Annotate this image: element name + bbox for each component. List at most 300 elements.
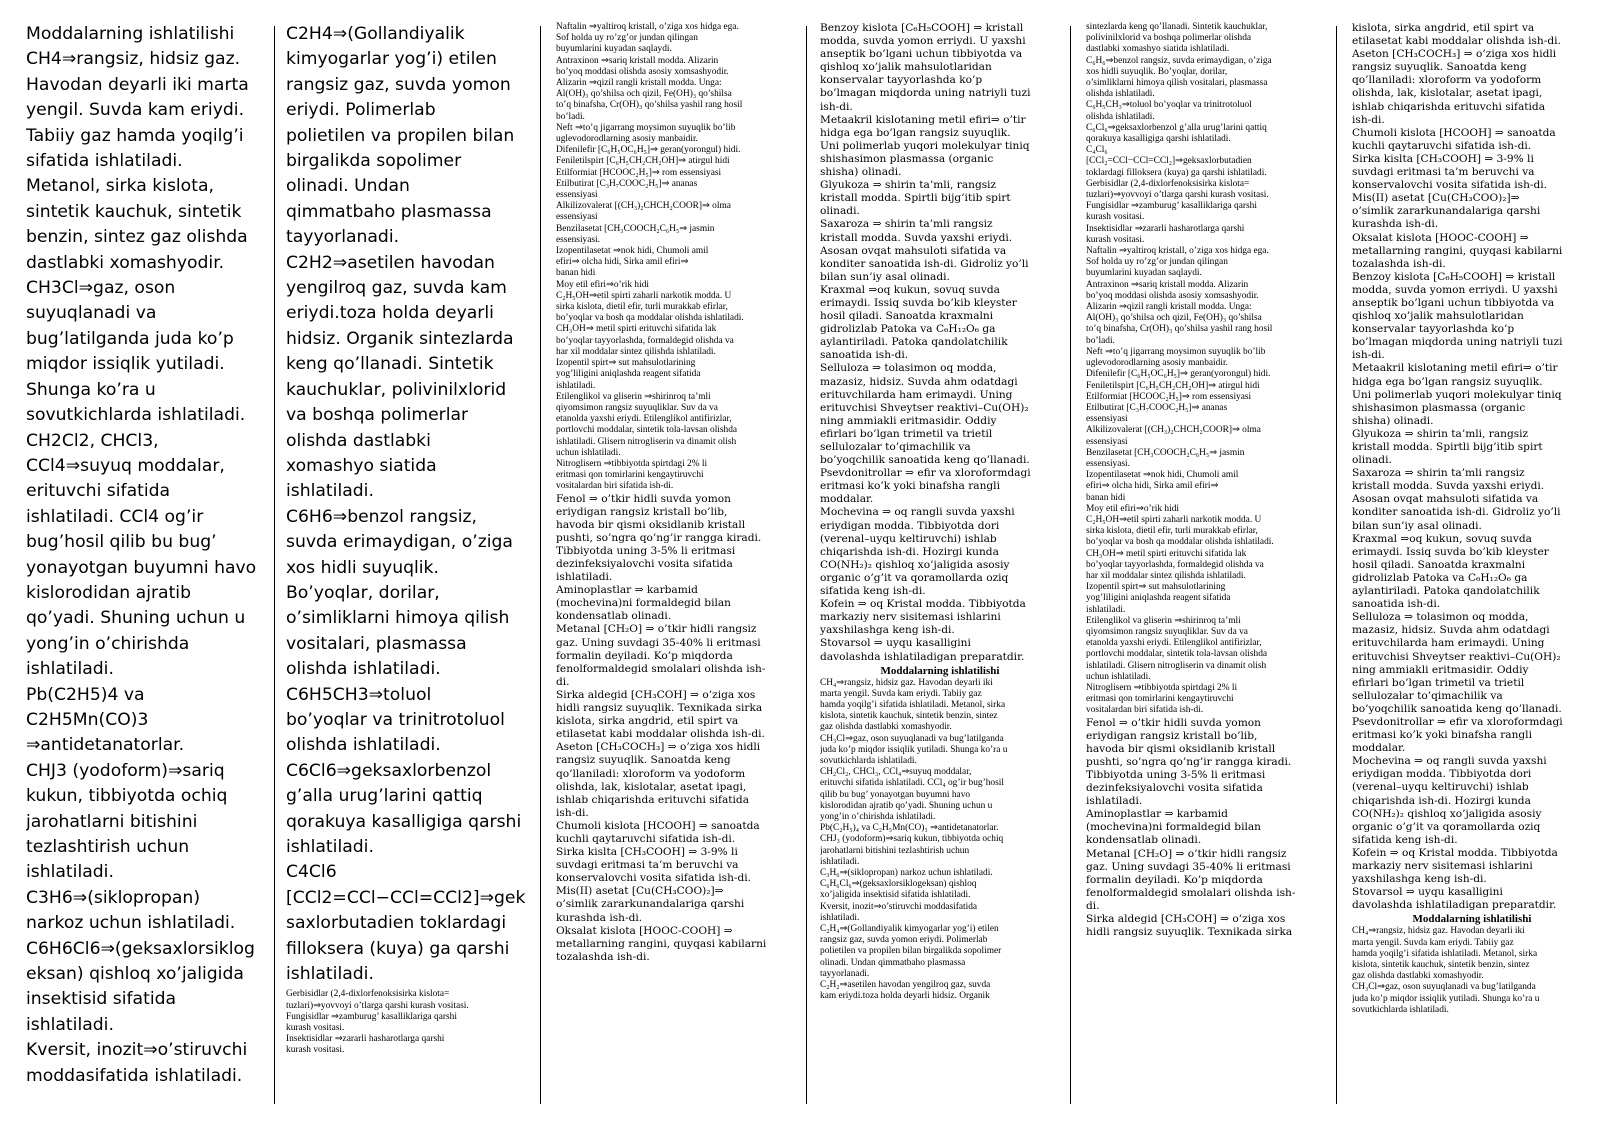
text-line: ishlatiladi. xyxy=(1086,604,1126,615)
text-line: portlovchi moddalar, sintetik tola-lavsan olishda xyxy=(556,425,738,436)
text-line: Izopentil spirt⇒ sut mahsulotlarining xyxy=(1086,582,1226,593)
text-line: C₂H₂⇒asetilen havodan yengilroq gaz, suvda xyxy=(820,980,991,991)
text-line: Oksalat kislota [HOOC-COOH] ⇒ xyxy=(1352,231,1529,244)
text-line: insektisid sifatida xyxy=(26,989,177,1010)
text-line: bilan sun’iy asal olinadi. xyxy=(1352,519,1482,532)
text-line: kislota, sirka angdrid, etil spirt va xyxy=(556,715,739,728)
text-line: narkoz uchun ishlatiladi. xyxy=(26,913,236,934)
text-line: eriydigan rangsiz kristall bo’lib, xyxy=(556,505,728,518)
text-line: to’q binafsha, Cr(OH)₃ qo’shilsa yashil rang hosil xyxy=(556,100,743,111)
text-line: uglevodorodlarning asosiy manbaidir. xyxy=(556,134,698,145)
text-line: buyumlarini kuyadan saqlaydi. xyxy=(556,44,672,55)
text-line: eksan) qishloq xo’jaligida xyxy=(26,964,244,985)
text-line: marta yengil. Suvda kam eriydi. Tabiiy gaz xyxy=(820,688,982,699)
text-line: kristall modda. Suvda yaxshi eriydi. xyxy=(820,231,1013,244)
text-line: Sirka kislta [CH₃COOH] ⇒ 3-9% li xyxy=(556,846,738,859)
text-line: Gerbisidlar (2,4-dixlorfenoksisirka kislota= xyxy=(286,989,450,1000)
text-line: organic o’g’it va qoramollarda oziq xyxy=(1352,820,1541,833)
text-line: Glyukoza ⇒ shirin ta’mli, rangsiz xyxy=(1352,427,1529,440)
text-line: etanolda yaxshi eriydi. Etilenglikol antifirizlar, xyxy=(1086,638,1262,649)
text-line: eritmasi qon tomirlarini kengaytiruvchi xyxy=(1086,694,1234,705)
text-line: Antraxinon ⇒sariq kristall modda. Alizarin xyxy=(1086,279,1249,290)
text-line: Psevdonitrollar ⇒ efir va xloroformdagi xyxy=(1352,715,1563,728)
text-line: gidrolizlab Patoka va C₆H₁₂O₆ ga xyxy=(820,323,996,336)
text-line: C₂H₅OH⇒etil spirti zaharli narkotik modda. U xyxy=(556,290,732,301)
text-line: kurash vositasi. xyxy=(286,1023,345,1034)
text-line: C6Cl6⇒geksaxlorbenzol xyxy=(286,760,492,781)
text-line: uchun ishlatiladi. xyxy=(1086,671,1151,682)
text-line: uglevodorodlarning asosiy manbaidir. xyxy=(1086,358,1228,369)
text-line: qo’llaniladi: xloroform va yodoform xyxy=(1352,74,1542,87)
text-line: qo’yadi. Shuning uchun u xyxy=(26,608,246,629)
text-line: konditer sanoatida ish-di. Gidroliz yo’li xyxy=(1352,506,1561,519)
text-line: C₂H₄⇒(Gollandiyalik kimyogarlar yog’i) etilen xyxy=(820,924,999,935)
text-line: Kraxmal ⇒oq kukun, sovuq suvda xyxy=(820,283,1000,296)
text-line: (mochevina)ni formaldegid bilan xyxy=(1086,821,1261,834)
text-line: bo’yoqchilik sanoatida keng qo’llanadi. xyxy=(1352,702,1562,715)
text-line: anseptik bo’lgani uchun tibbiyotda va xyxy=(1352,296,1555,309)
text-line: yonayotgan buyumni havo xyxy=(26,557,257,578)
text-line: CH₃OH⇒ metil spirti erituvchi sifatida lak xyxy=(1086,548,1247,559)
text-line: mazasiz, hidsiz. Suvda ahm odatdagi xyxy=(1352,624,1550,637)
text-line: jarohatlarni bitishini tezlashtirish uchun xyxy=(820,845,970,856)
text-line: qilib bu bug’ yonayotgan buyumni havo xyxy=(820,789,971,800)
text-line: dezinfeksiyalovchi vosita sifatida xyxy=(1086,782,1263,795)
text-line: olinadi. Undan qimmatbaho plasmassa xyxy=(820,957,966,968)
text-line: miqdor issiqlik yutiladi. xyxy=(26,354,225,375)
text-line: C₃H₆⇒(siklopropan) narkoz uchun ishlatiladi. xyxy=(820,868,993,879)
text-line: [CCl₂=CCl−CCl=CCl₂]⇒geksaxlorbutadien xyxy=(1086,156,1252,167)
text-line: Benzoy kislota [C₆H₅COOH] ⇒ kristall xyxy=(820,22,1024,34)
text-line: Fungisidlar ⇒zamburug’ kasalliklariga qarshi xyxy=(286,1011,457,1022)
text-line: kurashda ish-di. xyxy=(1352,218,1439,231)
text-line: erituvchisi Shveytser reaktivi–Cu(OH)₂ xyxy=(1352,650,1561,663)
text-line: sifatida keng ish-di. xyxy=(820,585,926,598)
text-line: kristall modda. Spirtli bijg’itib spirt xyxy=(820,192,1011,205)
text-line: konservalar tayyorlashda ko’p xyxy=(1352,323,1515,336)
text-line: Alizarin ⇒qizil rangli kristall modda. Unga: xyxy=(556,78,722,89)
text-line: dastlabki xomashyodir. xyxy=(26,252,225,273)
text-line: gaz olishda dastlabki xomashyodir. xyxy=(820,722,952,733)
column-divider xyxy=(1336,26,1337,1104)
text-line: Sof holda uy ro’zg’or jundan qilingan xyxy=(1086,257,1228,268)
text-line: har xil moddalar sintez qilishda ishlatiladi. xyxy=(1086,570,1246,581)
text-line: hidsiz. Organik sintezlarda xyxy=(286,328,514,349)
text-line: va boshqa polimerlar xyxy=(286,405,469,426)
text-line: C6H6Cl6⇒(geksaxlorsiklog xyxy=(26,938,255,959)
text-line: C4Cl6 xyxy=(286,862,337,883)
text-line: etilasetat kabi moddalar olishda ish-di. xyxy=(1352,35,1561,48)
text-line: olishda ishlatiladi. xyxy=(1086,89,1155,100)
text-line: moddasifatida ishlatiladi. xyxy=(26,1065,243,1086)
column-divider xyxy=(806,26,807,1104)
text-line: kauchuklar, polivinilxlorid xyxy=(286,379,507,400)
text-line: Benzilasetat [CH₃COOCH₂C₆H₅⇒ jasmin xyxy=(1086,447,1245,458)
section-heading: Moddalarning ishlatilishi xyxy=(1412,913,1532,926)
text-line: anseptik bo’lgani uchun tibbiyotda va xyxy=(820,48,1023,61)
text-line: Izopentil spirt⇒ sut mahsulotlarining xyxy=(556,358,696,369)
text-line: ishlatiladi. xyxy=(820,856,860,867)
text-line: Selluloza ⇒ tolasimon oq modda, xyxy=(1352,611,1529,624)
text-line: CH2Cl2, CHCl3, xyxy=(26,430,159,451)
text-line: formalin deyiladi. Ko’p miqdorda xyxy=(1086,873,1263,886)
text-line: erituvchisi Shveytser reaktivi–Cu(OH)₂ xyxy=(820,401,1029,414)
text-line: portlovchi moddalar, sintetik tola-lavsan olishda xyxy=(1086,649,1268,660)
text-line: erituvchi sifatida ishlatiladi. CCl₄ og’ir bug’hosil xyxy=(820,778,1004,789)
text-line: hosil qiladi. Sanoatda kraxmalni xyxy=(1352,558,1526,571)
text-line: Al(OH)₃ qo’shilsa och qizil, Fe(OH)₃ qo’shilsa xyxy=(1086,313,1262,324)
text-line: bo’ladi. xyxy=(556,111,585,122)
text-line: eriydi. Polimerlab xyxy=(286,100,436,121)
column-2 xyxy=(286,22,526,1112)
text-line: yog’liligini aniqlashda reagent sifatida xyxy=(556,369,701,380)
text-line: CHJ3 (yodoform)⇒sariq xyxy=(26,760,225,781)
text-line: Sirka aldegid [CH₃COH] ⇒ o’ziga xos xyxy=(556,688,756,701)
text-line: eritmasi qon tomirlarini kengaytiruvchi xyxy=(556,470,704,481)
text-line: ishlatiladi. xyxy=(556,571,613,584)
text-line: sovutkichlarda ishlatiladi. xyxy=(26,405,246,426)
text-line: Etilenglikol va gliserin ⇒shirinroq ta’mli xyxy=(1086,615,1241,626)
text-line: ⇒antidetanatorlar. xyxy=(26,735,185,756)
text-line: Neft ⇒to’q jigarrang moysimon suyuqlik bo’lib xyxy=(556,122,736,133)
text-line: essensiyasi xyxy=(1086,436,1128,447)
text-line: CO(NH₂)₂ qishloq xo’jaligida asosiy xyxy=(820,558,1010,571)
text-line: ishlatiladi. CCl4 og’ir xyxy=(26,506,204,527)
text-line: C₂H₅OH⇒etil spirti zaharli narkotik modda. U xyxy=(1086,514,1262,525)
text-line: har xil moddalar sintez qilishda ishlatiladi. xyxy=(556,346,716,357)
text-line: C3H6⇒(siklopropan) xyxy=(26,887,201,908)
text-line: ish-di. xyxy=(1352,113,1385,126)
column-4-mid-text xyxy=(820,22,1060,664)
text-line: etilasetat kabi moddalar olishda ish-di. xyxy=(556,728,765,741)
text-line: o’simliklarni himoya qilish vositalari, plasmassa xyxy=(1086,78,1268,89)
text-line: benzin, sintez gaz olishda xyxy=(26,227,248,248)
text-line: ishlatiladi. Glisern nitrogliserin va dinamit olish xyxy=(1086,660,1267,671)
text-line: Feniletilspirt [C₆H₅CH₂CH₂OH]⇒ atirgul hidi xyxy=(556,156,730,167)
text-line: qimmatbaho plasmassa xyxy=(286,201,492,222)
text-line: aylantiriladi. Patoka qandolatchilik xyxy=(820,336,1008,349)
text-line: yog’liligini aniqlashda reagent sifatida xyxy=(1086,593,1231,604)
text-line: gidrolizlab Patoka va C₆H₁₂O₆ ga xyxy=(1352,571,1528,584)
text-line: to’q binafsha, Cr(OH)₃ qo’shilsa yashil rang hosil xyxy=(1086,324,1273,335)
text-line: shishasimon plasmassa (organic xyxy=(1352,401,1526,414)
text-line: olishda ishlatiladi. xyxy=(286,735,441,756)
text-line: kam eriydi.toza holda deyarli hidsiz. Organik xyxy=(820,991,990,1002)
text-line: Oksalat kislota [HOOC-COOH] ⇒ xyxy=(556,924,733,937)
text-line: C₆H₆⇒benzol rangsiz, suvda erimaydigan, o’ziga xyxy=(1086,55,1272,66)
text-line: [CCl2=CCl−CCl=CCl2]⇒gek xyxy=(286,887,526,908)
text-line: Feniletilspirt [C₆H₅CH₂CH₂OH]⇒ atirgul hidi xyxy=(1086,380,1260,391)
text-line: essensiyasi. xyxy=(1086,458,1131,469)
text-line: Chumoli kislota [HCOOH] ⇒ sanoatda xyxy=(1352,126,1556,139)
text-line: mazasiz, hidsiz. Suvda ahm odatdagi xyxy=(820,375,1018,388)
text-line: olishda ishlatiladi. xyxy=(1086,111,1155,122)
text-line: kristall modda. Suvda yaxshi eriydi. xyxy=(1352,480,1545,493)
text-line: olishda dastlabki xyxy=(286,430,431,451)
text-line: sellulozalar to’qimachilik va xyxy=(1352,689,1503,702)
text-line: di. xyxy=(556,675,570,688)
text-line: tezlashtirish uchun xyxy=(26,837,190,857)
text-line: sanoatida ish-di. xyxy=(820,349,909,362)
text-line: Chumoli kislota [HCOOH] ⇒ sanoatda xyxy=(556,819,760,832)
text-line: Neft ⇒to’q jigarrang moysimon suyuqlik bo’lib xyxy=(1086,346,1266,357)
text-line: davolashda ishlatiladigan preparatdir. xyxy=(1352,899,1557,912)
text-line: efirlari bo’lgan trimetil va trietil xyxy=(820,427,993,440)
text-line: bo’ladi. xyxy=(1086,335,1115,346)
text-line: C2H5Mn(CO)3 xyxy=(26,709,149,730)
text-line: yengil. Suvda kam eriydi. xyxy=(26,100,245,121)
text-line: Alkilizovalerat [(CH₃)₂CHCH₂COOR]⇒ olma xyxy=(1086,425,1261,436)
text-line: Mis(II) asetat [Cu(CH₃COO)₂]⇒ xyxy=(1352,192,1520,205)
text-line: Saxaroza ⇒ shirin ta’mli rangsiz xyxy=(1352,467,1525,480)
text-line: qiyomsimon rangsiz suyuqliklar. Suv da va xyxy=(556,402,718,413)
column-6-mid-text xyxy=(1352,22,1592,912)
text-line: kurash vositasi. xyxy=(1086,234,1145,245)
text-line: Kversit, inozit⇒o’stiruvchi xyxy=(26,1040,248,1061)
text-line: ishlatiladi. xyxy=(26,862,114,883)
text-line: tozalashda ish-di. xyxy=(1352,257,1446,270)
text-line: eriydigan rangsiz kristall bo’lib, xyxy=(1086,729,1258,742)
text-line: hamda yoqilg’i sifatida ishlatiladi. Metanol, sirka xyxy=(820,700,1006,710)
text-line: CH₄⇒rangsiz, hidsiz gaz. Havodan deyarli iki xyxy=(1352,926,1525,937)
text-line: bug’hosil qilib bu bug’ xyxy=(26,532,217,553)
text-line: tayyorlanadi. xyxy=(820,968,870,979)
text-line: buyumlarini kuyadan saqlaydi. xyxy=(1086,268,1202,279)
text-line: bo’yoqlar tayyorlashda, formaldegid olishda va xyxy=(1086,559,1264,570)
text-line: Fenol ⇒ o’tkir hidli suvda yomon xyxy=(1086,716,1261,729)
text-line: C₆Cl₆⇒geksaxlorbenzol g’alla urug’larini qattiq xyxy=(1086,122,1267,133)
text-line: uchun ishlatiladi. xyxy=(556,447,621,458)
text-line: Nitroglisern ⇒tibbiyotda spirtdagi 2% li xyxy=(1086,682,1238,693)
text-line: (mochevina)ni formaldegid bilan xyxy=(556,597,731,610)
text-line: Fungisidlar ⇒zamburug’ kasalliklariga qarshi xyxy=(1086,201,1257,212)
text-line: (verenal–uyqu keltiruvchi) ishlab xyxy=(1352,781,1529,794)
text-line: Sirka aldegid [CH₃COH] ⇒ o’ziga xos xyxy=(1086,913,1286,925)
text-line: jarohatlarni bitishini xyxy=(26,811,198,832)
text-line: ishlab chiqarishda erituvchi sifatida xyxy=(556,793,750,806)
text-line: Metanal [CH₂O] ⇒ o’tkir hidli rangsiz xyxy=(1086,847,1287,860)
text-line: CH₃Cl⇒gaz, oson suyuqlanadi va bug’latilganda xyxy=(820,733,1004,744)
text-line: fenolformaldegid smolalari olishda ish- xyxy=(1086,886,1296,899)
text-line: Uni polimerlab yuqori molekulyar tiniq xyxy=(820,139,1030,152)
text-line: keng qo’llanadi. Sintetik xyxy=(286,354,494,375)
text-line: suvdagi eritmasi ta’m beruvchi va xyxy=(556,859,739,872)
text-line: kislota, sintetik kauchuk, sintetik benzin, sintez xyxy=(1352,959,1530,970)
text-line: vositalardan biri sifatida ish-di. xyxy=(1086,705,1204,716)
text-line: kislota, sirka angdrid, etil spirt va xyxy=(1352,22,1535,34)
text-line: CO(NH₂)₂ qishloq xo’jaligida asosiy xyxy=(1352,807,1542,820)
text-line: shishasimon plasmassa (organic xyxy=(820,152,994,165)
text-line: moddalar. xyxy=(1352,742,1406,755)
column-4 xyxy=(820,22,1060,1112)
text-line: banan hidi xyxy=(556,268,596,279)
section-heading: Moddalarning ishlatilishi xyxy=(880,664,1000,677)
text-line: Etilformiat [HCOOC₂H₅]⇒ rom essensiyasi xyxy=(556,167,722,178)
text-line: Bo’yoqlar, dorilar, xyxy=(286,582,440,603)
text-line: CCl4⇒suyuq moddalar, xyxy=(26,455,225,476)
text-line: Psevdonitrollar ⇒ efir va xloroformdagi xyxy=(820,467,1031,480)
text-line: Glyukoza ⇒ shirin ta’mli, rangsiz xyxy=(820,179,997,192)
text-line: olinadi. Undan xyxy=(286,176,410,197)
text-line: eritmasi ko’k yoki binafsha rangli xyxy=(820,480,1000,493)
text-line: Kraxmal ⇒oq kukun, sovuq suvda xyxy=(1352,532,1532,545)
text-line: Difenilefir [C₆H₅OC₆H₅]⇒ geran(yorongul) hidi. xyxy=(556,145,741,156)
text-line: kuchli qaytaruvchi sifatida ish-di. xyxy=(1352,139,1532,152)
text-line: Naftalin ⇒yaltiroq kristall, o’ziga xos hidga ega. xyxy=(556,22,739,32)
column-divider xyxy=(274,26,275,1104)
text-line: tuzlari)⇒yovvoyi o’tlarga qarshi kurash vositasi. xyxy=(1086,190,1269,201)
text-line: o’simlik zararkunandalariga qarshi xyxy=(1352,205,1541,218)
text-line: Asosan ovqat mahsuloti sifatida va xyxy=(820,244,1007,257)
text-line: Gerbisidlar (2,4-dixlorfenoksisirka kislota= xyxy=(1086,178,1250,189)
text-line: ishlatiladi. Glisern nitrogliserin va dinamit olish xyxy=(556,436,737,447)
column-2-footnote-text xyxy=(286,989,526,1056)
text-line: markaziy nerv sisitemasi ishlarini xyxy=(1352,860,1533,872)
text-line: modda, suvda yomon erriydi. U yaxshi xyxy=(1352,283,1558,296)
text-line: hidga ega bo’lgan rangsiz suyuqlik. xyxy=(820,126,1011,139)
text-line: Insektisidlar ⇒zararli hasharotlarga qarshi xyxy=(286,1034,445,1045)
text-line: bo’yoqlar va trinitrotoluol xyxy=(286,709,505,730)
text-line: yong’in o’chirishda xyxy=(26,633,190,654)
text-line: dastlabki xomashyo siatida ishlatiladi. xyxy=(1086,44,1230,55)
text-line: xomashyo siatida xyxy=(286,455,437,476)
column-5-small-text xyxy=(1086,22,1328,717)
text-line: eritmasi ko’k yoki binafsha rangli xyxy=(1352,729,1532,742)
text-line: C2H2⇒asetilen havodan xyxy=(286,252,495,273)
text-line: Etilbutirat [C₃H₇COOC₂H₅]⇒ ananas xyxy=(556,178,698,189)
text-line: kislota, sintetik kauchuk, sintetik benzin, sintez xyxy=(820,711,998,722)
text-line: chiqarishda ish-di. Hozirgi kunda xyxy=(820,545,999,558)
column-2-main-text xyxy=(286,22,526,987)
text-line: Selluloza ⇒ tolasimon oq modda, xyxy=(820,362,997,375)
text-line: Sof holda uy ro’zg’or jundan qilingan xyxy=(556,33,698,44)
text-line: o’simliklarni himoya qilish xyxy=(286,608,510,629)
text-line: bo’yoqlar va bosh qa moddalar olishda ishlatiladi. xyxy=(556,313,744,324)
text-line: sovutkichlarda ishlatiladi. xyxy=(820,756,917,767)
text-line: metallarning rangini, quyqasi kabilarni xyxy=(1352,244,1563,257)
text-line: bo’yoqlar tayyorlashda, formaldegid olishda va xyxy=(556,335,734,346)
text-line: o’simlik zararkunandalariga qarshi xyxy=(556,898,745,911)
text-line: C₆H₅CH₃⇒toluol bo’yoqlar va trinitrotoluol xyxy=(1086,100,1252,111)
text-line: kislorodidan ajratib xyxy=(26,582,191,603)
text-line: bug’latilganda juda ko’p xyxy=(26,328,234,349)
text-line: Etilbutirat [C₃H₇COOC₂H₅]⇒ ananas xyxy=(1086,402,1228,413)
text-line: sanoatida ish-di. xyxy=(1352,598,1441,611)
text-line: organic o’g’it va qoramollarda oziq xyxy=(820,571,1009,584)
text-line: yaxshilashga keng ish-di. xyxy=(1352,873,1487,886)
text-line: C6H6⇒benzol rangsiz, xyxy=(286,506,477,527)
text-line: polietilen va propilen bilan birgalikda sopolimer xyxy=(820,946,1002,957)
text-line: konservalovchi vosita sifatida ish-di. xyxy=(1352,179,1548,192)
text-line: qishloq xo’jalik mahsulotlaridan xyxy=(1352,310,1524,323)
column-5 xyxy=(1086,22,1328,1112)
text-line: toklardagi filloksera (kuya) ga qarshi ishlatiladi. xyxy=(1086,167,1267,178)
text-line: gaz. Uning suvdagi 35-40% li eritmasi xyxy=(1086,860,1291,873)
text-line: sifatida ishlatiladi. xyxy=(26,151,183,172)
column-divider xyxy=(540,26,541,1104)
text-line: shisha) olinadi. xyxy=(1352,414,1434,427)
text-line: shisha) olinadi. xyxy=(820,166,902,179)
text-line: Aseton [CH₃COCH₃] ⇒ o’ziga xos hidli xyxy=(556,741,761,754)
text-line: olishda, lak, kislotalar, asetat ipagi, xyxy=(556,780,747,793)
text-line: eriydigan modda. Tibbiyotda dori xyxy=(1352,768,1532,781)
text-line: CH₃Cl⇒gaz, oson suyuqlanadi va bug’latilganda xyxy=(1352,982,1536,993)
text-line: kuchli qaytaruvchi sifatida ish-di. xyxy=(556,832,736,845)
text-line: bo’yoq moddasi olishda asosiy xomsashyodir. xyxy=(556,66,729,77)
text-line: polietilen va propilen bilan xyxy=(286,125,515,146)
text-line: pushti, so’ngra qo’ng’ir rangga kiradi. xyxy=(1086,755,1292,768)
text-line: qo’llaniladi: xloroform va yodoform xyxy=(556,767,746,780)
text-line: ning ammiakli eritmasidir. Oddiy xyxy=(820,414,997,427)
text-line: tozalashda ish-di. xyxy=(556,950,650,963)
text-line: Alizarin ⇒qizil rangli kristall modda. Unga: xyxy=(1086,302,1252,313)
text-line: CHJ₃ (yodoform)⇒sariq kukun, tibbiyotda ochiq xyxy=(820,834,1004,845)
text-line: hamda yoqilg’i sifatida ishlatiladi. Metanol, sirka xyxy=(1352,948,1538,959)
text-line: konservalovchi vosita sifatida ish-di. xyxy=(556,872,752,885)
text-line: Metaakril kislotaning metil efiri⇒ o’tir xyxy=(820,113,1026,126)
text-line: ishlatiladi. xyxy=(286,837,374,857)
text-line: erimaydi. Issiq suvda bo’kib kleyster xyxy=(1352,545,1549,558)
text-line: hidli rangsiz suyuqlik. Texnikada sirka xyxy=(1086,926,1293,939)
text-line: Naftalin ⇒yaltiroq kristall, o’ziga xos hidga ega. xyxy=(1086,246,1269,257)
text-line: Alkilizovalerat [(CH₃)₂CHCH₂COOR]⇒ olma xyxy=(556,201,731,212)
text-line: eriydi.toza holda deyarli xyxy=(286,303,494,324)
column-4-small-text xyxy=(820,678,1060,1003)
text-line: olinadi. xyxy=(1352,454,1392,467)
text-line: Aminoplastlar ⇒ karbamid xyxy=(1086,808,1228,821)
text-line: rangsiz suyuqlik. Sanoatda keng xyxy=(556,754,731,767)
text-line: juda ko’p miqdor issiqlik yutiladi. Shunga ko’ra u xyxy=(1352,993,1540,1004)
text-line: bo’yoqlar va bosh qa moddalar olishda ishlatiladi. xyxy=(1086,537,1274,548)
text-line: ishlatiladi. xyxy=(286,964,374,985)
text-line: kurash vositasi. xyxy=(1086,212,1145,223)
text-line: Kofein ⇒ oq Kristal modda. Tibbiyotda xyxy=(1352,846,1558,859)
text-line: Saxaroza ⇒ shirin ta’mli rangsiz xyxy=(820,218,993,231)
text-line: Tibbiyotda uning 3-5% li eritmasi xyxy=(556,544,736,557)
text-line: kukun, tibbiyotda ochiq xyxy=(26,786,228,807)
text-line: fenolformaldegid smolalari olishda ish- xyxy=(556,662,766,675)
text-line: Aseton [CH₃COCH₃] ⇒ o’ziga xos hidli xyxy=(1352,48,1557,61)
text-line: hosil qiladi. Sanoatda kraxmalni xyxy=(820,310,994,323)
text-line: Kofein ⇒ oq Kristal modda. Tibbiyotda xyxy=(820,598,1026,611)
text-line: rangsiz gaz, suvda yomon eriydi. Polimerlab xyxy=(820,935,988,946)
text-line: CH₃OH⇒ metil spirti erituvchi sifatida lak xyxy=(556,324,717,335)
text-line: essensiyasi. xyxy=(556,234,601,245)
text-line: markaziy nerv sisitemasi ishlarini xyxy=(820,611,1001,624)
text-line: qishloq xo’jalik mahsulotlaridan xyxy=(820,61,992,74)
text-line: saxlorbutadien toklardagi xyxy=(286,913,507,934)
text-line: C₄Cl₆ xyxy=(1086,145,1108,156)
text-line: suvda erimaydigan, o’ziga xyxy=(286,532,513,553)
text-line: sirka kislota, dietil efir, turli murakkab efirlar, xyxy=(556,302,728,313)
text-line: Stovarsol ⇒ uyqu kasalligini xyxy=(1352,886,1503,899)
column-6 xyxy=(1352,22,1592,1112)
text-line: qiyomsimon rangsiz suyuqliklar. Suv da va xyxy=(1086,626,1248,637)
text-line: banan hidi xyxy=(1086,492,1126,503)
text-line: bo’lmagan miqdorda uning natriyli tuzi xyxy=(820,87,1031,100)
text-line: Izopentilasetat ⇒nok hidi, Chumoli amil xyxy=(1086,470,1239,481)
text-line: xos hidli suyuqlik. xyxy=(286,557,439,578)
text-line: sellulozalar to’qimachilik va xyxy=(820,441,971,453)
column-3-small-text xyxy=(556,22,790,493)
text-line: kristall modda. Spirtli bijg’itib spirt xyxy=(1352,441,1543,453)
text-line: essensiyasi xyxy=(556,190,598,201)
text-line: Tabiiy gaz hamda yoqilg’i xyxy=(26,125,244,146)
text-line: yengilroq gaz, suvda kam xyxy=(286,278,507,299)
text-line: formalin deyiladi. Ko’p miqdorda xyxy=(556,649,733,662)
text-line: ishlatiladi. xyxy=(286,481,374,502)
text-line: ishlatiladi. xyxy=(26,659,114,680)
